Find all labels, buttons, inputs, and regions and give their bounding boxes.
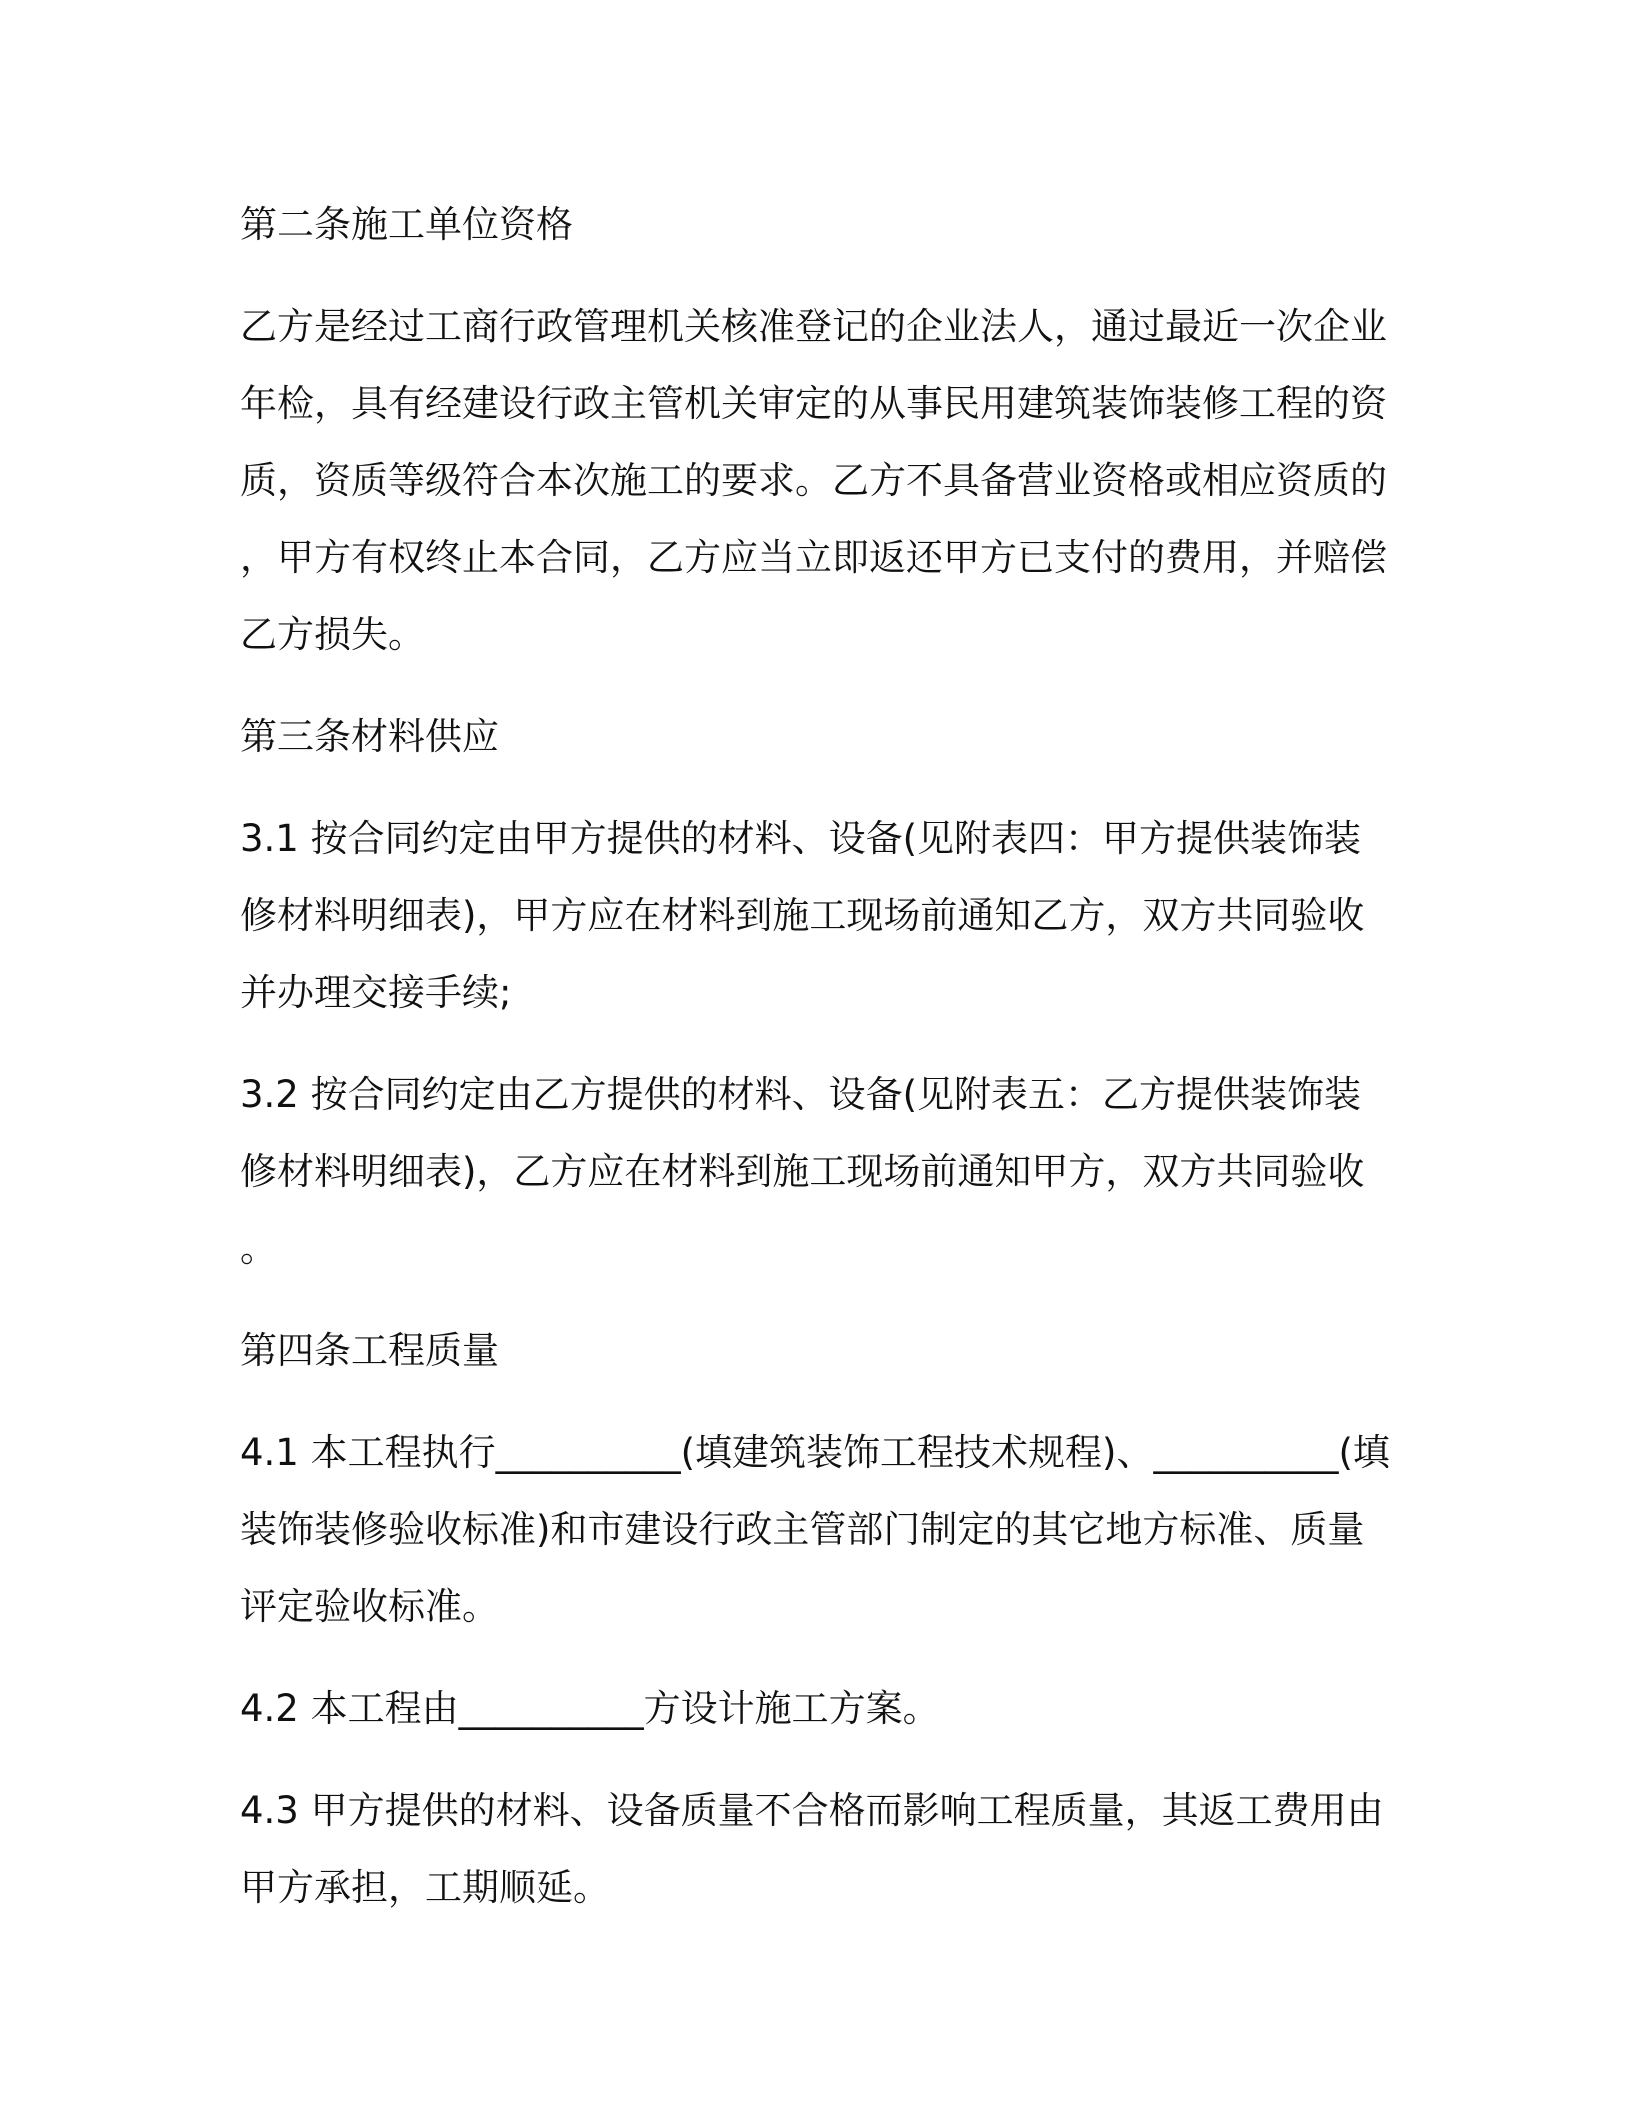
paragraph-3-2: 3.2 按合同约定由乙方提供的材料、设备(见附表五：乙方提供装饰装修材料明细表)，乙方应在材料到施工现场前通知甲方，双方共同验收。 <box>240 1073 1365 1270</box>
paragraph-4-3: 4.3 甲方提供的材料、设备质量不合格而影响工程质量，其返工费用由甲方承担，工期顺延。 <box>240 1789 1384 1909</box>
paragraph-3-1: 3.1 按合同约定由甲方提供的材料、设备(见附表四：甲方提供装饰装修材料明细表)，甲方应在材料到施工现场前通知乙方，双方共同验收并办理交接手续; <box>240 817 1365 1014</box>
section-heading-4: 第四条工程质量 <box>240 1329 499 1372</box>
section-heading-3: 第三条材料供应 <box>240 715 499 758</box>
paragraph-4-1: 4.1 本工程执行__________(填建筑装饰工程技术规程)、__________(填装饰装修验收标准)和市建设行政主管部门制定的其它地方标准、质量评定验收标准。 <box>240 1431 1390 1628</box>
paragraph-contractor-qualification: 乙方是经过工商行政管理机关核准登记的企业法人，通过最近一次企业年检，具有经建设行政主管机关审定的从事民用建筑装饰装修工程的资质，资质等级符合本次施工的要求。乙方不具备营业资格或相应资质的，甲方有权终止本合同，乙方应当立即返还甲方已支付的费用，并赔偿乙方损失。 <box>240 305 1387 656</box>
paragraph-4-2: 4.2 本工程由__________方设计施工方案。 <box>240 1687 940 1730</box>
document-body <box>240 186 1390 1951</box>
section-heading-2: 第二条施工单位资格 <box>240 203 573 246</box>
